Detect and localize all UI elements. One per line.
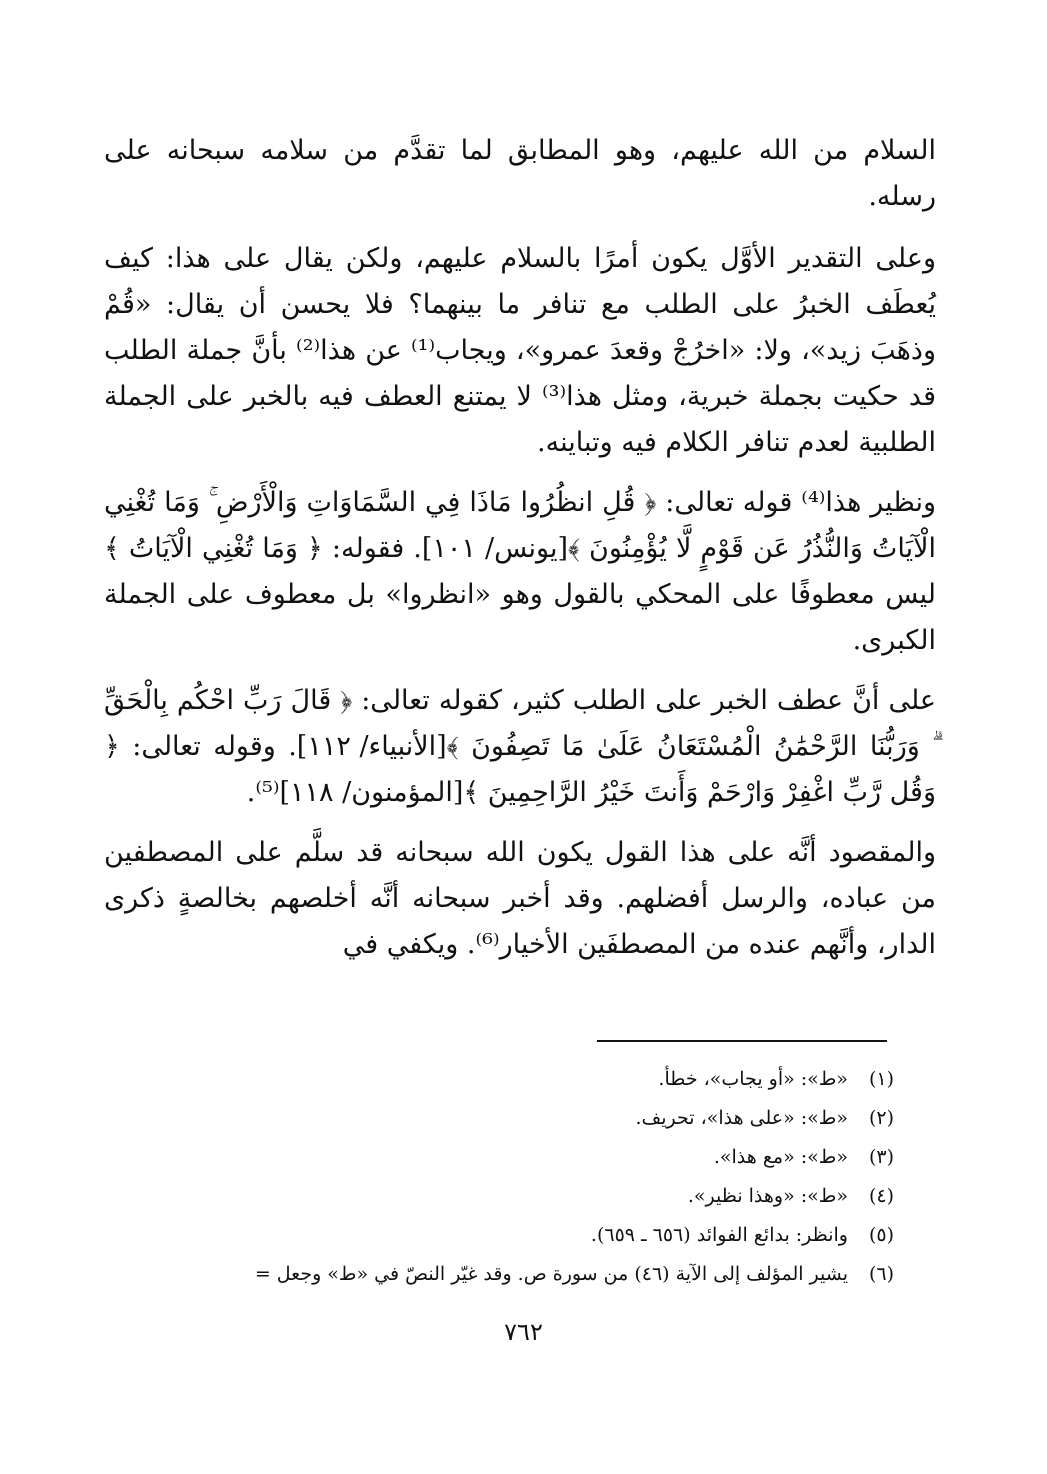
footnote-number: (٥) [868, 1224, 894, 1246]
footnote-text: «ط»: «مع هذا». [713, 1146, 848, 1168]
footnote-1 [104, 1060, 894, 1099]
footnote-separator [597, 1040, 887, 1042]
paragraph-1: السلام من الله عليهم، وهو المطابق لما تقدَّم من سلامه سبحانه على رسله. [104, 135, 936, 212]
paragraph-2: وعلى التقدير الأوَّل يكون أمرًا بالسلام عليهم، ولكن يقال على هذا: كيف يُعطَف الخبرُ على الطلب مع تنافر ما بينهما؟ فلا يحسن أن يقال: «قُمْ وذهَبَ زيد»، ولا: «اخرُجْ وقعدَ عمرو»، ويجاب⁽¹⁾ عن هذا⁽²⁾ بأنَّ جملة الطلب قد حكيت بجملة خبرية، ومثل هذا⁽³⁾ لا يمتنع العطف فيه بالخبر على الجملة الطلبية لعدم تنافر الكلام فيه وتباينه. [104, 243, 936, 458]
footnote-6 [104, 1255, 894, 1294]
main-text [104, 128, 936, 982]
footnote-text: «ط»: «أو يجاب»، خطأ. [658, 1068, 848, 1090]
paragraph-5: والمقصود أنَّه على هذا القول يكون الله سبحانه قد سلَّم على المصطفين من عباده، والرسل أفضلهم. وقد أخبر سبحانه أنَّه أخلصهم بخالصةٍ ذكرى الدار، وأنَّهم عنده من المصطفَين الأخيار⁽⁶⁾. ويكفي في [104, 837, 936, 960]
footnote-number: (٣) [868, 1146, 894, 1168]
footnote-number: (٦) [868, 1263, 894, 1285]
footnotes [104, 1060, 894, 1294]
footnote-2 [104, 1099, 894, 1138]
footnote-text: وانظر: بدائع الفوائد (٦٥٦ ـ ٦٥٩). [590, 1224, 848, 1246]
footnote-number: (٢) [868, 1107, 894, 1129]
footnote-text: «ط»: «على هذا»، تحريف. [635, 1107, 848, 1129]
page-number: ٧٦٢ [504, 1318, 543, 1346]
footnote-text: «ط»: «وهذا نظير». [687, 1185, 848, 1207]
paragraph-3: ونظير هذا⁽⁴⁾ قوله تعالى: ﴿ قُلِ انظُرُوا مَاذَا فِي السَّمَاوَاتِ وَالْأَرْضِ ۚ وَمَا تُغْنِي الْآيَاتُ وَالنُّذُرُ عَن قَوْمٍ لَّا يُؤْمِنُونَ ﴾[يونس/ ١٠١]. فقوله: ﴿ وَمَا تُغْنِي الْآيَاتُ ﴾ ليس معطوفًا على المحكي بالقول وهو «انظروا» بل معطوف على الجملة الكبرى. [104, 487, 936, 656]
footnote-4 [104, 1177, 894, 1216]
footnote-number: (١) [868, 1068, 894, 1090]
footnote-3 [104, 1138, 894, 1177]
footnote-number: (٤) [868, 1185, 894, 1207]
footnote-text: يشير المؤلف إلى الآية (٤٦) من سورة ص. وقد غيّر النصّ في «ط» وجعل = [254, 1263, 848, 1285]
footnote-5 [104, 1216, 894, 1255]
paragraph-4: على أنَّ عطف الخبر على الطلب كثير، كقوله تعالى: ﴿ قَالَ رَبِّ احْكُم بِالْحَقِّ ۗ وَرَبُّنَا الرَّحْمَٰنُ الْمُسْتَعَانُ عَلَىٰ مَا تَصِفُونَ ﴾[الأنبياء/ ١١٢]. وقوله تعالى: ﴿ وَقُل رَّبِّ اغْفِرْ وَارْحَمْ وَأَنتَ خَيْرُ الرَّاحِمِينَ ﴾[المؤمنون/ ١١٨]⁽⁵⁾. [104, 685, 937, 808]
